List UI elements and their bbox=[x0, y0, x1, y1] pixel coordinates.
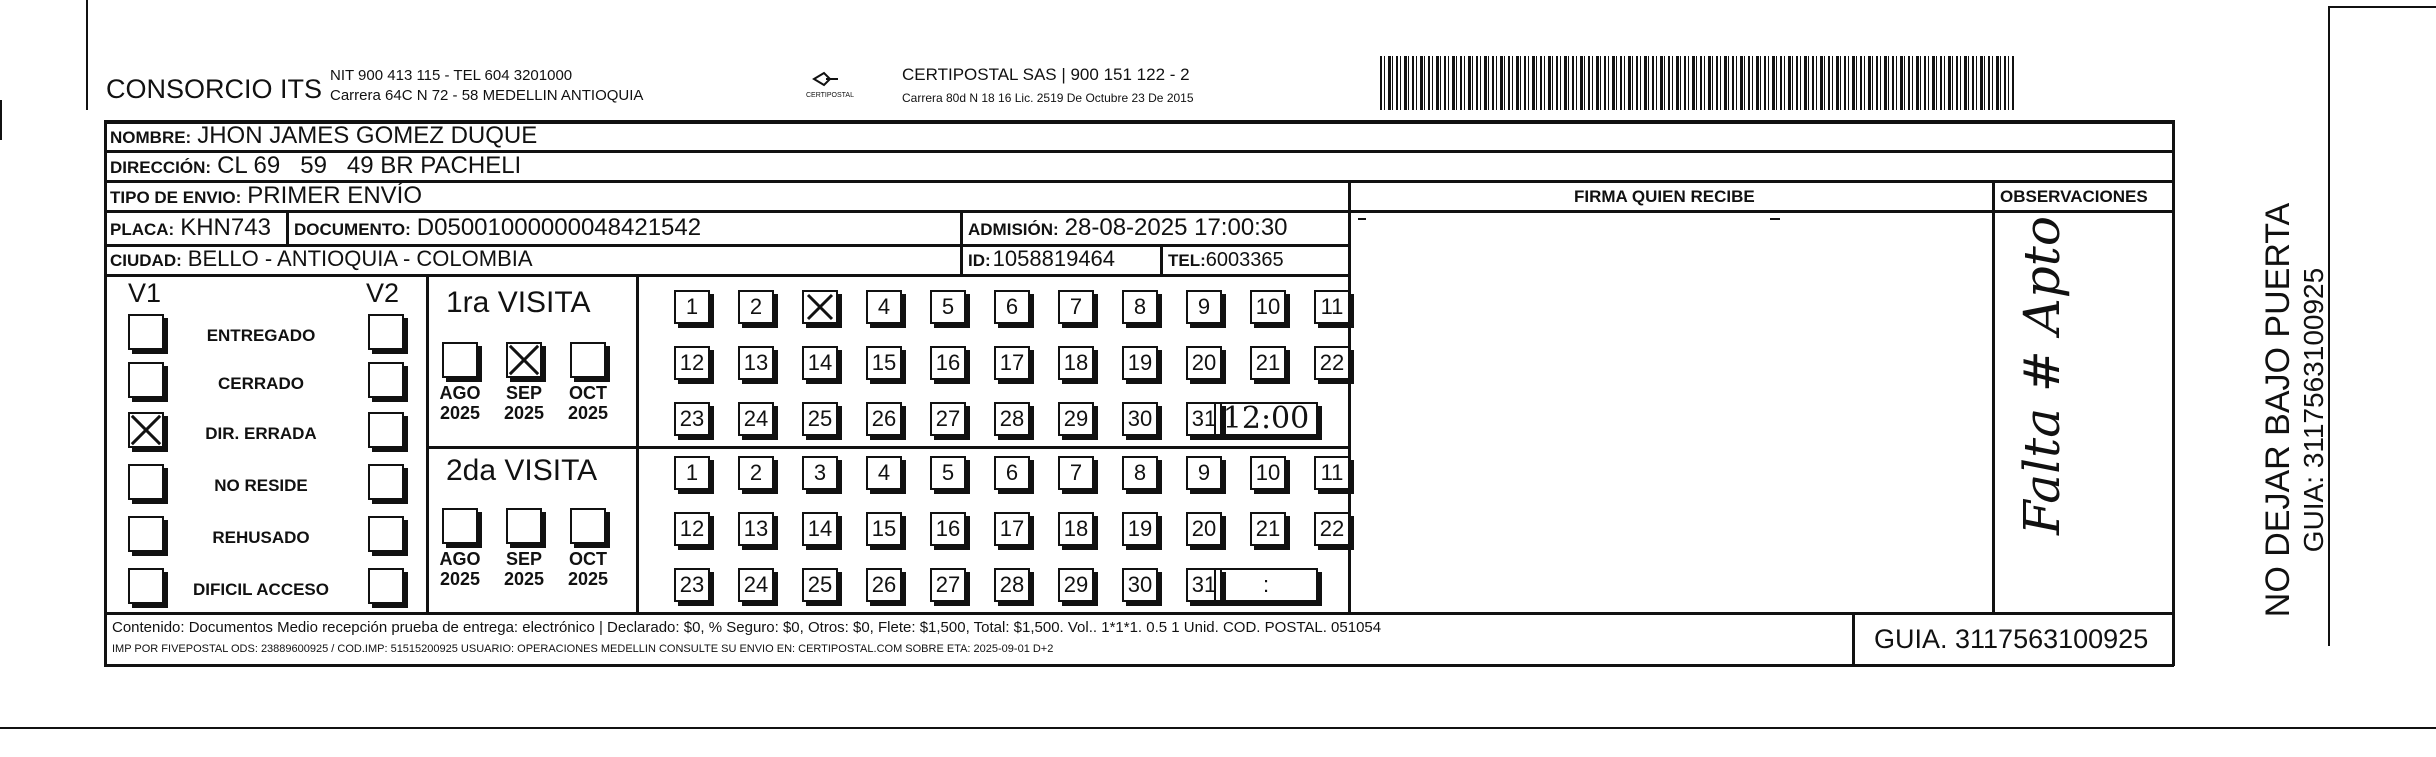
page-border-bottom bbox=[0, 727, 2436, 729]
ciudad-field bbox=[110, 248, 533, 270]
v1-checkbox-2[interactable] bbox=[128, 412, 164, 448]
first-day-2[interactable]: 2 bbox=[738, 290, 774, 324]
second-month-year-2: 2025 bbox=[567, 568, 609, 589]
guia-divider bbox=[1852, 612, 1855, 664]
documento-label: DOCUMENTO: bbox=[294, 220, 411, 239]
status-label-4: REHUSADO bbox=[212, 528, 310, 547]
v2-checkbox-3[interactable] bbox=[368, 464, 404, 500]
courier-line-2: Carrera 80d N 18 16 Lic. 2519 De Octubre 23 De 2015 bbox=[902, 91, 1194, 105]
tel-field bbox=[1168, 250, 1284, 270]
first-day-4[interactable]: 4 bbox=[866, 290, 902, 324]
tel-value: 6003365 bbox=[1205, 249, 1284, 271]
second-day-25[interactable]: 25 bbox=[802, 568, 838, 602]
observaciones-handwritten: Falta # Apto bbox=[2013, 216, 2071, 535]
placa-value: KHN743 bbox=[180, 214, 271, 241]
tipo-field bbox=[110, 184, 422, 208]
certipostal-logo-icon bbox=[810, 70, 844, 88]
status-label-3: NO RESIDE bbox=[214, 476, 308, 495]
second-month-label-1 bbox=[496, 550, 552, 590]
first-visit-title: 1ra VISITA bbox=[446, 286, 591, 319]
second-day-20[interactable]: 20 bbox=[1186, 512, 1222, 546]
first-day-28[interactable]: 28 bbox=[994, 402, 1030, 436]
first-day-15[interactable]: 15 bbox=[866, 346, 902, 380]
second-day-2[interactable]: 2 bbox=[738, 456, 774, 490]
second-month-year-1: 2025 bbox=[503, 568, 545, 589]
first-month-year-2: 2025 bbox=[567, 402, 609, 423]
second-day-22[interactable]: 22 bbox=[1314, 512, 1350, 546]
second-time-field[interactable]: : bbox=[1214, 568, 1318, 602]
second-day-27[interactable]: 27 bbox=[930, 568, 966, 602]
page-border-left-lower bbox=[0, 100, 2, 140]
second-day-10[interactable]: 10 bbox=[1250, 456, 1286, 490]
v2-checkbox-1[interactable] bbox=[368, 362, 404, 398]
second-visit-title: 2da VISITA bbox=[446, 454, 598, 487]
status-label-1: CERRADO bbox=[218, 374, 304, 393]
v1-checkbox-3[interactable] bbox=[128, 464, 164, 500]
first-day-19[interactable]: 19 bbox=[1122, 346, 1158, 380]
first-day-27[interactable]: 27 bbox=[930, 402, 966, 436]
first-day-12[interactable]: 12 bbox=[674, 346, 710, 380]
second-day-8[interactable]: 8 bbox=[1122, 456, 1158, 490]
first-month-year-1: 2025 bbox=[503, 402, 545, 423]
first-month-name-2: OCT bbox=[569, 383, 607, 403]
first-time-field[interactable]: 12:00 bbox=[1214, 402, 1318, 436]
first-day-9[interactable]: 9 bbox=[1186, 290, 1222, 324]
status-divider bbox=[426, 274, 429, 614]
first-day-26[interactable]: 26 bbox=[866, 402, 902, 436]
second-day-18[interactable]: 18 bbox=[1058, 512, 1094, 546]
first-day-1[interactable]: 1 bbox=[674, 290, 710, 324]
first-month-name-1: SEP bbox=[505, 383, 543, 403]
first-day-30[interactable]: 30 bbox=[1122, 402, 1158, 436]
direccion-label: DIRECCIÓN: bbox=[110, 158, 212, 177]
nombre-label: NOMBRE: bbox=[110, 128, 192, 147]
first-day-14[interactable]: 14 bbox=[802, 346, 838, 380]
company-name: CONSORCIO ITS bbox=[106, 74, 323, 104]
observaciones-header: OBSERVACIONES bbox=[2000, 187, 2148, 206]
v2-label: V2 bbox=[366, 278, 400, 308]
admision-label: ADMISIÓN: bbox=[968, 220, 1059, 239]
tipo-label: TIPO DE ENVIO: bbox=[110, 188, 242, 207]
placa-field bbox=[110, 216, 271, 240]
first-month-label-1 bbox=[496, 384, 552, 424]
firma-mark-right bbox=[1770, 218, 1780, 220]
table-right bbox=[2172, 120, 2175, 666]
v2-checkbox-2[interactable] bbox=[368, 412, 404, 448]
second-day-1[interactable]: 1 bbox=[674, 456, 710, 490]
second-month-label-2 bbox=[560, 550, 616, 590]
tipo-value: PRIMER ENVÍO bbox=[247, 182, 422, 209]
second-day-12[interactable]: 12 bbox=[674, 512, 710, 546]
table-bottom bbox=[104, 664, 2174, 667]
status-label-5: DIFICIL ACCESO bbox=[192, 580, 329, 599]
second-day-15[interactable]: 15 bbox=[866, 512, 902, 546]
courier-line-1: CERTIPOSTAL SAS | 900 151 122 - 2 bbox=[902, 65, 1190, 84]
v1-checkbox-0[interactable] bbox=[128, 314, 164, 350]
admision-field bbox=[968, 216, 1288, 240]
first-day-25[interactable]: 25 bbox=[802, 402, 838, 436]
first-day-7[interactable]: 7 bbox=[1058, 290, 1094, 324]
second-day-3[interactable]: 3 bbox=[802, 456, 838, 490]
nombre-value: JHON JAMES GOMEZ DUQUE bbox=[197, 122, 538, 149]
placa-divider bbox=[286, 210, 289, 244]
footer-top-line bbox=[104, 612, 2174, 615]
v2-checkbox-4[interactable] bbox=[368, 516, 404, 552]
first-month-label-0 bbox=[432, 384, 488, 424]
barcode bbox=[1380, 56, 2014, 110]
first-day-10[interactable]: 10 bbox=[1250, 290, 1286, 324]
second-day-13[interactable]: 13 bbox=[738, 512, 774, 546]
side-text-line-1: NO DEJAR BAJO PUERTA bbox=[2259, 202, 2297, 618]
second-day-28[interactable]: 28 bbox=[994, 568, 1030, 602]
second-month-checkbox-2[interactable] bbox=[570, 508, 606, 544]
first-day-21[interactable]: 21 bbox=[1250, 346, 1286, 380]
second-month-name-2: OCT bbox=[569, 549, 607, 569]
first-day-24[interactable]: 24 bbox=[738, 402, 774, 436]
second-day-5[interactable]: 5 bbox=[930, 456, 966, 490]
first-day-31[interactable]: 31 bbox=[1186, 402, 1222, 436]
month-divider bbox=[636, 274, 639, 614]
second-day-16[interactable]: 16 bbox=[930, 512, 966, 546]
first-day-23[interactable]: 23 bbox=[674, 402, 710, 436]
firma-header: FIRMA QUIEN RECIBE bbox=[1574, 187, 1755, 206]
documento-value: D05001000000048421542 bbox=[416, 214, 702, 241]
row-line-5 bbox=[104, 274, 1350, 277]
id-field bbox=[968, 248, 1115, 270]
first-day-18[interactable]: 18 bbox=[1058, 346, 1094, 380]
first-day-20[interactable]: 20 bbox=[1186, 346, 1222, 380]
second-day-21[interactable]: 21 bbox=[1250, 512, 1286, 546]
second-month-name-0: AGO bbox=[439, 549, 481, 569]
v1-label: V1 bbox=[128, 278, 162, 308]
status-label-2: DIR. ERRADA bbox=[205, 424, 317, 443]
first-day-5[interactable]: 5 bbox=[930, 290, 966, 324]
first-day-11[interactable]: 11 bbox=[1314, 290, 1350, 324]
direccion-field bbox=[110, 154, 521, 178]
footer-guia: GUIA. 3117563100925 bbox=[1874, 624, 2149, 654]
second-day-4[interactable]: 4 bbox=[866, 456, 902, 490]
second-day-7[interactable]: 7 bbox=[1058, 456, 1094, 490]
ciudad-label: CIUDAD: bbox=[110, 251, 182, 270]
second-day-31[interactable]: 31 bbox=[1186, 568, 1222, 602]
page-border-left bbox=[86, 0, 88, 110]
second-day-17[interactable]: 17 bbox=[994, 512, 1030, 546]
first-day-8[interactable]: 8 bbox=[1122, 290, 1158, 324]
first-day-13[interactable]: 13 bbox=[738, 346, 774, 380]
second-day-29[interactable]: 29 bbox=[1058, 568, 1094, 602]
first-month-checkbox-1[interactable] bbox=[506, 342, 542, 378]
firma-mark-left bbox=[1358, 218, 1366, 220]
firma-left-line bbox=[1348, 180, 1351, 614]
second-month-year-0: 2025 bbox=[439, 568, 481, 589]
second-month-label-0 bbox=[432, 550, 488, 590]
id-value: 1058819464 bbox=[992, 246, 1116, 271]
tel-divider bbox=[1160, 244, 1163, 274]
ciudad-value: BELLO - ANTIOQUIA - COLOMBIA bbox=[187, 246, 533, 271]
documento-field bbox=[294, 216, 701, 240]
v2-checkbox-5[interactable] bbox=[368, 568, 404, 604]
second-day-26[interactable]: 26 bbox=[866, 568, 902, 602]
side-text-block bbox=[2258, 190, 2342, 630]
second-day-19[interactable]: 19 bbox=[1122, 512, 1158, 546]
v2-checkbox-0[interactable] bbox=[368, 314, 404, 350]
tel-label: TEL: bbox=[1168, 251, 1206, 270]
first-day-22[interactable]: 22 bbox=[1314, 346, 1350, 380]
page-border-top-right bbox=[2328, 6, 2436, 8]
first-day-6[interactable]: 6 bbox=[994, 290, 1030, 324]
certipostal-logo-text: CERTIPOSTAL bbox=[806, 92, 854, 99]
visit-mid-line bbox=[426, 446, 1350, 449]
first-month-label-2 bbox=[560, 384, 616, 424]
v1-checkbox-1[interactable] bbox=[128, 362, 164, 398]
placa-label: PLACA: bbox=[110, 220, 175, 239]
status-label-0: ENTREGADO bbox=[206, 326, 316, 345]
company-line-1: NIT 900 413 115 - TEL 604 3201000 bbox=[330, 67, 573, 84]
second-month-name-1: SEP bbox=[505, 549, 543, 569]
obs-left-line bbox=[1992, 180, 1995, 614]
first-day-checked-x-icon bbox=[804, 292, 836, 322]
side-text-line-2: GUIA: 3117563100925 bbox=[2298, 267, 2329, 553]
id-label: ID: bbox=[968, 251, 991, 270]
company-line-2: Carrera 64C N 72 - 58 MEDELLIN ANTIOQUIA bbox=[330, 87, 644, 104]
first-day-16[interactable]: 16 bbox=[930, 346, 966, 380]
direccion-value: CL 69 59 49 BR PACHELI bbox=[217, 152, 522, 179]
v1-checkbox-5[interactable] bbox=[128, 568, 164, 604]
second-day-9[interactable]: 9 bbox=[1186, 456, 1222, 490]
first-month-checkbox-2[interactable] bbox=[570, 342, 606, 378]
first-month-checkbox-0[interactable] bbox=[442, 342, 478, 378]
first-day-3[interactable] bbox=[802, 290, 838, 324]
table-left bbox=[104, 120, 107, 666]
second-month-checkbox-0[interactable] bbox=[442, 508, 478, 544]
second-day-14[interactable]: 14 bbox=[802, 512, 838, 546]
second-day-23[interactable]: 23 bbox=[674, 568, 710, 602]
first-day-29[interactable]: 29 bbox=[1058, 402, 1094, 436]
footer-line-2: IMP POR FIVEPOSTAL ODS: 23889600925 / COD.IMP: 51515200925 USUARIO: OPERACIONES MEDELLIN CONSULTE SU ENVIO EN: CERTIPOSTAL.COM SOBRE ETA: 2025-09-01 D+2 bbox=[112, 643, 1054, 655]
admision-value: 28-08-2025 17:00:30 bbox=[1064, 214, 1288, 241]
second-day-24[interactable]: 24 bbox=[738, 568, 774, 602]
first-month-name-0: AGO bbox=[439, 383, 481, 403]
first-month-year-0: 2025 bbox=[439, 402, 481, 423]
v1-checkbox-4[interactable] bbox=[128, 516, 164, 552]
nombre-field bbox=[110, 124, 537, 148]
admision-divider bbox=[960, 210, 963, 274]
second-day-11[interactable]: 11 bbox=[1314, 456, 1350, 490]
footer-line-1: Contenido: Documentos Medio recepción prueba de entrega: electrónico | Declarado: $0, % Seguro: $0, Otros: $0, Flete: $1,500, Total: $1,500. Vol.. 1*1*1. 0.5 1 Unid. COD. POSTAL. 051054 bbox=[112, 619, 1382, 636]
second-month-checkbox-1[interactable] bbox=[506, 508, 542, 544]
row-line-3 bbox=[104, 210, 2174, 213]
first-day-17[interactable]: 17 bbox=[994, 346, 1030, 380]
second-day-30[interactable]: 30 bbox=[1122, 568, 1158, 602]
second-day-6[interactable]: 6 bbox=[994, 456, 1030, 490]
